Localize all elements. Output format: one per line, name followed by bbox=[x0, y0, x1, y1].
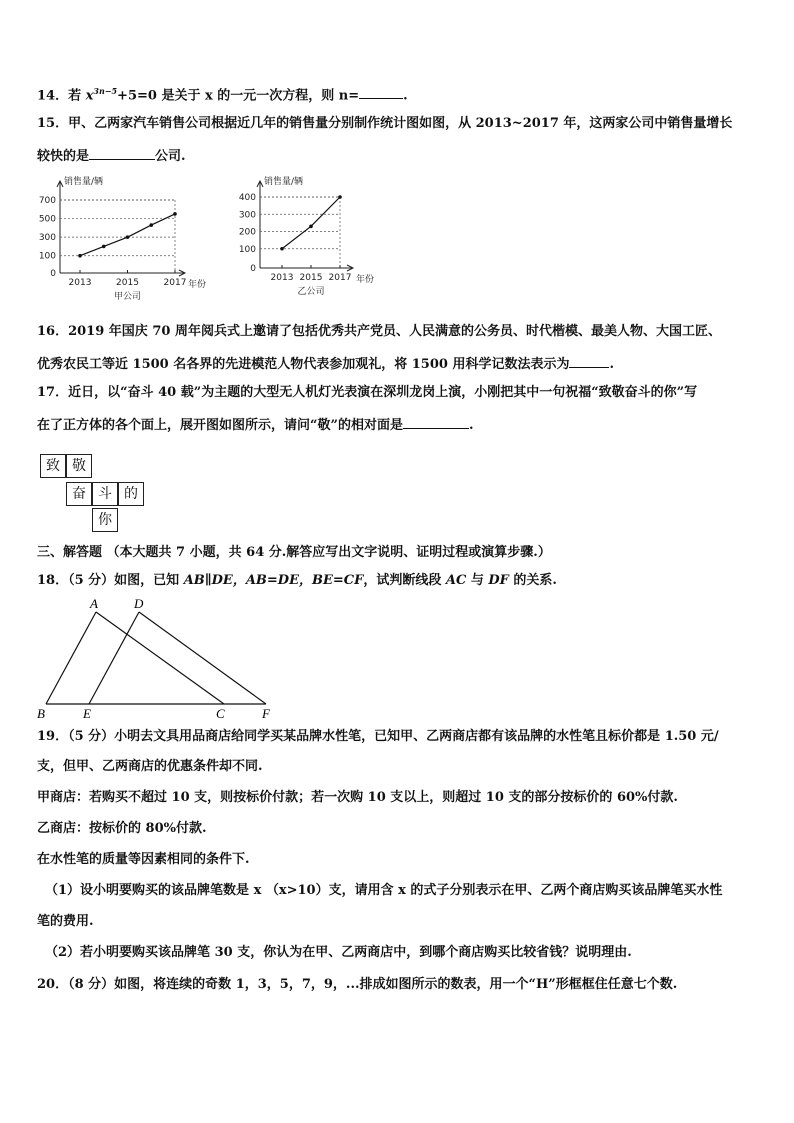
y-tick-label: 100 bbox=[38, 251, 56, 262]
data-point bbox=[280, 247, 284, 251]
net-cell-dou: 斗 bbox=[92, 482, 118, 506]
data-point bbox=[309, 225, 313, 229]
q17-answer-blank[interactable] bbox=[403, 414, 469, 429]
q19-line1: 19．（5 分）小明去文具用品商店给同学买某品牌水性笔，已知甲、乙两商店都有该品牌的水性笔且标价都是 1.50 元/ bbox=[37, 729, 719, 744]
y-tick-label: 700 bbox=[38, 196, 56, 206]
x-axis-label: 年份 bbox=[356, 275, 375, 285]
y-tick-label: 500 bbox=[38, 214, 56, 225]
segment-ba bbox=[46, 612, 96, 704]
point-a-label: A bbox=[90, 596, 98, 611]
point-d-label: D bbox=[134, 596, 144, 611]
y-tick-label: 300 bbox=[238, 210, 256, 221]
net-cell-de: 的 bbox=[118, 482, 144, 506]
q18-end: 的关系. bbox=[508, 573, 557, 588]
y-tick-label: 400 bbox=[238, 193, 256, 203]
q14-text: 是关于 x 的一元一次方程，则 n= bbox=[161, 88, 360, 104]
q17-line2-post: . bbox=[468, 418, 474, 433]
point-e-label: E bbox=[83, 706, 91, 720]
q18-text: ，试判断线段 bbox=[363, 573, 446, 588]
q18-segment-df: DF bbox=[488, 573, 509, 588]
data-point bbox=[78, 254, 82, 258]
q16-answer-blank[interactable] bbox=[569, 353, 609, 368]
x-tick-label: 2017 bbox=[163, 278, 187, 288]
data-point bbox=[338, 195, 342, 199]
q14-end: . bbox=[403, 88, 408, 104]
series-line bbox=[80, 214, 175, 256]
chart-title: 乙公司 bbox=[297, 287, 325, 297]
point-b-label: B bbox=[37, 706, 45, 720]
x-tick-label: 2015 bbox=[299, 273, 323, 283]
q14-answer-blank[interactable] bbox=[359, 84, 403, 99]
q18-conditions: AB∥DE，AB=DE，BE=CF bbox=[183, 573, 364, 588]
q17-line2-pre: 在了正方体的各个面上，展开图如图所示，请问“敬”的相对面是 bbox=[37, 418, 403, 433]
x-tick-label: 2013 bbox=[68, 278, 92, 288]
question-18 bbox=[37, 572, 557, 590]
q15-line2-post: 公司. bbox=[155, 149, 186, 164]
q18-prefix: 18．（5 分）如图，已知 bbox=[37, 573, 184, 588]
x-tick-label: 2013 bbox=[270, 273, 294, 283]
q18-segment-ac: AC bbox=[445, 573, 467, 588]
q14-equation-exponent: 3n−5 bbox=[93, 86, 118, 96]
q19-line3: 甲商店：若购买不超过 10 支，则按标价付款；若一次购 10 支以上，则超过 10 支的部分按标价的 60%付款. bbox=[37, 790, 678, 805]
q19-line7: 笔的费用. bbox=[37, 914, 94, 929]
segment-ed bbox=[89, 612, 139, 704]
y-tick-label: 0 bbox=[50, 269, 56, 279]
q15-line2 bbox=[37, 145, 186, 166]
x-axis-label: 年份 bbox=[188, 280, 207, 290]
q17-line2 bbox=[37, 414, 474, 435]
chart-company-a bbox=[36, 172, 216, 312]
q14-equation-x: x bbox=[85, 88, 94, 104]
q19-line5: 在水性笔的质量等因素相同的条件下. bbox=[37, 852, 250, 867]
y-tick-label: 300 bbox=[38, 233, 56, 244]
q19-line8: （2）若小明要购买该品牌笔 30 支，你认为在甲、乙两商店中，到哪个商店购买比较省钱？说明理由. bbox=[45, 945, 632, 960]
q19-line6: （1）设小明要购买的该品牌笔数是 x （x>10）支，请用含 x 的式子分别表示在甲、乙两个商店购买该品牌笔买水性 bbox=[45, 883, 723, 898]
q19-line2: 支，但甲、乙两商店的优惠条件却不同. bbox=[37, 759, 263, 774]
point-c-label: C bbox=[216, 706, 225, 720]
net-cell-fen: 奋 bbox=[66, 482, 92, 506]
q16-line2-post: . bbox=[609, 357, 614, 372]
chart-title: 甲公司 bbox=[113, 292, 142, 302]
x-tick-label: 2017 bbox=[328, 273, 352, 283]
question-14 bbox=[37, 82, 408, 105]
q15-line1: 15．甲、乙两家汽车销售公司根据近几年的销售量分别制作统计图如图，从 2013~2017 年，这两家公司中销售量增长 bbox=[37, 116, 733, 131]
segment-df bbox=[139, 612, 266, 704]
y-tick-label: 100 bbox=[238, 244, 256, 255]
net-cell-jing: 敬 bbox=[66, 454, 92, 478]
q15-line2-pre: 较快的是 bbox=[37, 149, 90, 164]
y-tick-label: 200 bbox=[238, 227, 256, 238]
data-point bbox=[126, 235, 130, 239]
q16-line1: 16．2019 年国庆 70 周年阅兵式上邀请了包括优秀共产党员、人民满意的公务员、时代楷模、最美人物、大国工匠、 bbox=[37, 324, 721, 339]
data-point bbox=[173, 212, 177, 216]
series-line bbox=[282, 197, 340, 249]
q18-and: 与 bbox=[466, 573, 489, 588]
point-f-label: F bbox=[262, 706, 270, 720]
q19-line4: 乙商店：按标价的 80%付款. bbox=[37, 821, 207, 836]
data-point bbox=[102, 245, 106, 249]
y-axis-label: 销售量/辆 bbox=[264, 177, 304, 187]
net-cell-ni: 你 bbox=[92, 508, 118, 532]
q20-line1: 20．（8 分）如图，将连续的奇数 1，3，5，7，9，...排成如图所示的数表，用一个“H”形框框住任意七个数. bbox=[37, 977, 678, 992]
q17-line1: 17．近日，以“奋斗 40 载”为主题的大型无人机灯光表演在深圳龙岗上演，小刚把其中一句祝福“致敬奋斗的你”写 bbox=[37, 385, 698, 400]
q16-line2-pre: 优秀农民工等近 1500 名各界的先进模范人物代表参加观礼，将 1500 用科学记数法表示为 bbox=[37, 357, 570, 372]
q15-answer-blank[interactable] bbox=[89, 145, 155, 160]
section-3-heading: 三、解答题 （本大题共 7 小题，共 64 分.解答应写出文字说明、证明过程或演算步骤.） bbox=[37, 545, 551, 560]
data-point bbox=[149, 223, 153, 227]
q14-equation-rest: +5=0 bbox=[117, 88, 157, 104]
y-axis-label: 销售量/辆 bbox=[64, 177, 104, 187]
net-cell-zhi: 致 bbox=[40, 454, 66, 478]
q16-line2 bbox=[37, 353, 614, 374]
x-tick-label: 2015 bbox=[116, 278, 139, 288]
q14-prefix: 14．若 bbox=[37, 88, 82, 104]
chart-company-b bbox=[236, 172, 386, 312]
triangle-figure bbox=[34, 592, 284, 720]
segment-ac bbox=[96, 612, 224, 704]
y-tick-label: 0 bbox=[250, 264, 256, 274]
